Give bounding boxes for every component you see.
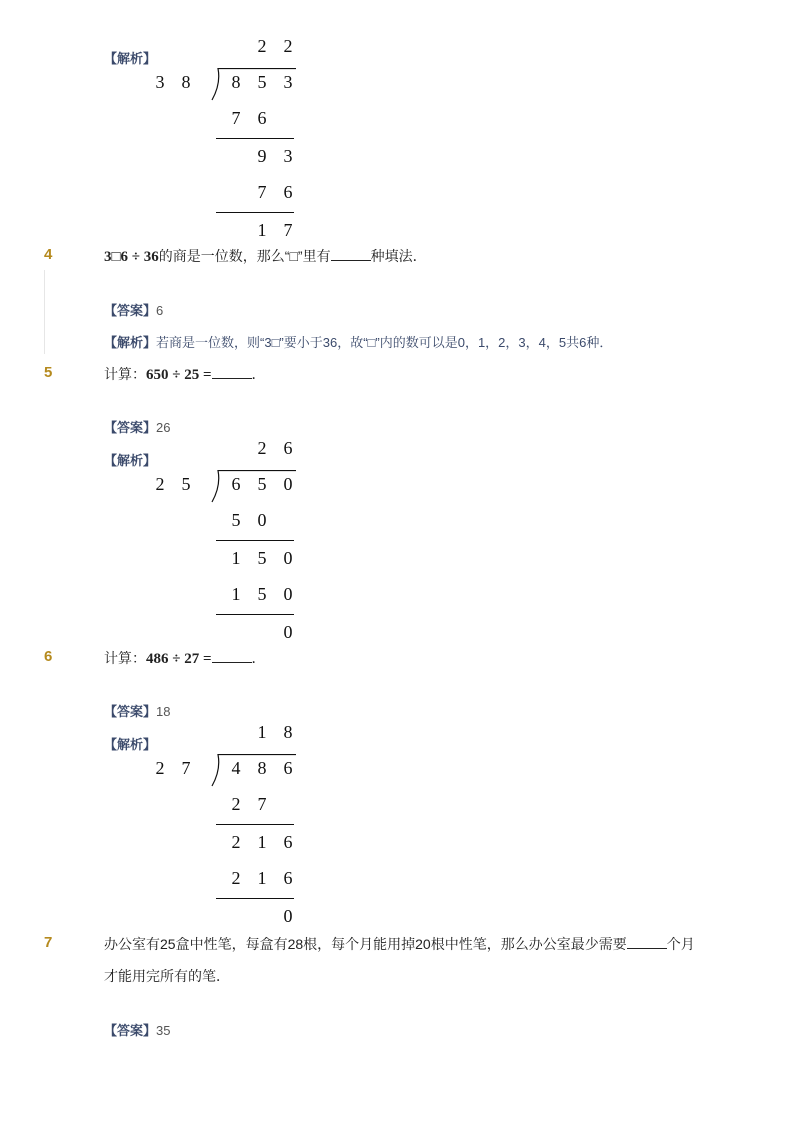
divisor-digit: 5: [181, 474, 191, 494]
step-digit: 1: [231, 584, 241, 604]
answer-value: 6: [156, 303, 164, 318]
step-digit: 5: [231, 510, 241, 530]
question-number: 7: [44, 934, 53, 951]
subtraction-line: [216, 824, 294, 825]
step-digit: 5: [257, 548, 267, 568]
step-digit: 0: [257, 510, 267, 530]
answer-row: [104, 1020, 170, 1040]
step-digit: 2: [231, 794, 241, 814]
answer-value: 26: [156, 420, 171, 435]
quotient-digit: 2: [257, 438, 267, 458]
subtraction-line: [216, 212, 294, 213]
answer-row: [104, 300, 163, 320]
long-division: [152, 436, 312, 646]
divisor-digit: 8: [181, 72, 191, 92]
step-digit: 1: [231, 548, 241, 568]
long-division: [152, 34, 312, 244]
analysis-label: 【解析】: [104, 51, 157, 66]
answer-blank: [331, 246, 371, 261]
question-number: 5: [44, 364, 53, 381]
analysis-row: [104, 332, 612, 352]
answer-label: 【答案】: [104, 704, 157, 719]
step-digit: 7: [231, 108, 241, 128]
step-digit: 6: [283, 832, 293, 852]
quotient-digit: 2: [283, 36, 293, 56]
dividend-digit: 8: [257, 758, 267, 778]
math-expression: 486 ÷ 27 =: [146, 651, 212, 667]
question-prefix: 计算：: [104, 650, 146, 666]
step-digit: 0: [283, 622, 293, 642]
quotient-digit: 6: [283, 438, 293, 458]
step-digit: 6: [283, 182, 293, 202]
long-division: [152, 720, 312, 930]
question-number: 4: [44, 246, 53, 263]
step-digit: 2: [231, 832, 241, 852]
step-digit: 0: [283, 906, 293, 926]
analysis-text: 若商是一位数，则“3□”要小于36，故“□”内的数可以是0，1，2，3，4，5共6种．: [156, 335, 613, 350]
step-digit: 0: [283, 584, 293, 604]
step-digit: 6: [257, 108, 267, 128]
dividend-digit: 6: [231, 474, 241, 494]
divisor-digit: 2: [155, 758, 165, 778]
quotient-digit: 2: [257, 36, 267, 56]
quotient-digit: 8: [283, 722, 293, 742]
step-digit: 1: [257, 220, 267, 240]
question-suffix: ．: [251, 366, 266, 382]
answer-blank: [212, 648, 252, 663]
math-expression: 3□6 ÷ 36: [104, 249, 159, 265]
answer-label: 【答案】: [104, 303, 157, 318]
question-text-part: 种填法．: [370, 248, 427, 264]
answer-blank: [627, 934, 667, 949]
step-digit: 0: [283, 548, 293, 568]
answer-label: 【答案】: [104, 420, 157, 435]
answer-value: 18: [156, 704, 171, 719]
answer-value: 35: [156, 1023, 171, 1038]
question-text: [104, 648, 266, 668]
quotient-digit: 1: [257, 722, 267, 742]
subtraction-line: [216, 898, 294, 899]
math-expression: 650 ÷ 25 =: [146, 367, 212, 383]
answer-blank: [212, 364, 252, 379]
question-prefix: 计算：: [104, 366, 146, 382]
question-number: 6: [44, 648, 53, 665]
dividend-digit: 0: [283, 474, 293, 494]
dividend-digit: 5: [257, 72, 267, 92]
subtraction-line: [216, 540, 294, 541]
step-digit: 1: [257, 832, 267, 852]
question-text-part: 的商是一位数，那么“□”里有: [158, 248, 331, 264]
step-digit: 2: [231, 868, 241, 888]
analysis-label: 【解析】: [104, 335, 157, 350]
answer-row: [104, 417, 170, 437]
answer-row: [104, 701, 170, 721]
step-digit: 7: [257, 794, 267, 814]
dividend-digit: 3: [283, 72, 293, 92]
dividend-digit: 6: [283, 758, 293, 778]
divisor-digit: 7: [181, 758, 191, 778]
step-digit: 1: [257, 868, 267, 888]
divisor-digit: 2: [155, 474, 165, 494]
analysis-label: 【解析】: [104, 737, 157, 752]
subtraction-line: [216, 138, 294, 139]
dividend-digit: 5: [257, 474, 267, 494]
question-suffix: ．: [251, 650, 266, 666]
question-text: [104, 364, 266, 384]
step-digit: 7: [257, 182, 267, 202]
divisor-digit: 3: [155, 72, 165, 92]
question-text: [104, 934, 695, 954]
step-digit: 5: [257, 584, 267, 604]
answer-label: 【答案】: [104, 1023, 157, 1038]
dividend-digit: 4: [231, 758, 241, 778]
question-text-part: 办公室有25盒中性笔，每盒有28根，每个月能用掉20根中性笔，那么办公室最少需要: [104, 936, 627, 952]
analysis-label: 【解析】: [104, 453, 157, 468]
dividend-digit: 8: [231, 72, 241, 92]
question-text-line2: 才能用完所有的笔．: [104, 968, 230, 984]
question-text-part: 个月: [666, 936, 695, 952]
step-digit: 3: [283, 146, 293, 166]
question-text: [104, 246, 427, 266]
step-digit: 6: [283, 868, 293, 888]
question-divider: [44, 270, 45, 354]
step-digit: 9: [257, 146, 267, 166]
subtraction-line: [216, 614, 294, 615]
step-digit: 7: [283, 220, 293, 240]
